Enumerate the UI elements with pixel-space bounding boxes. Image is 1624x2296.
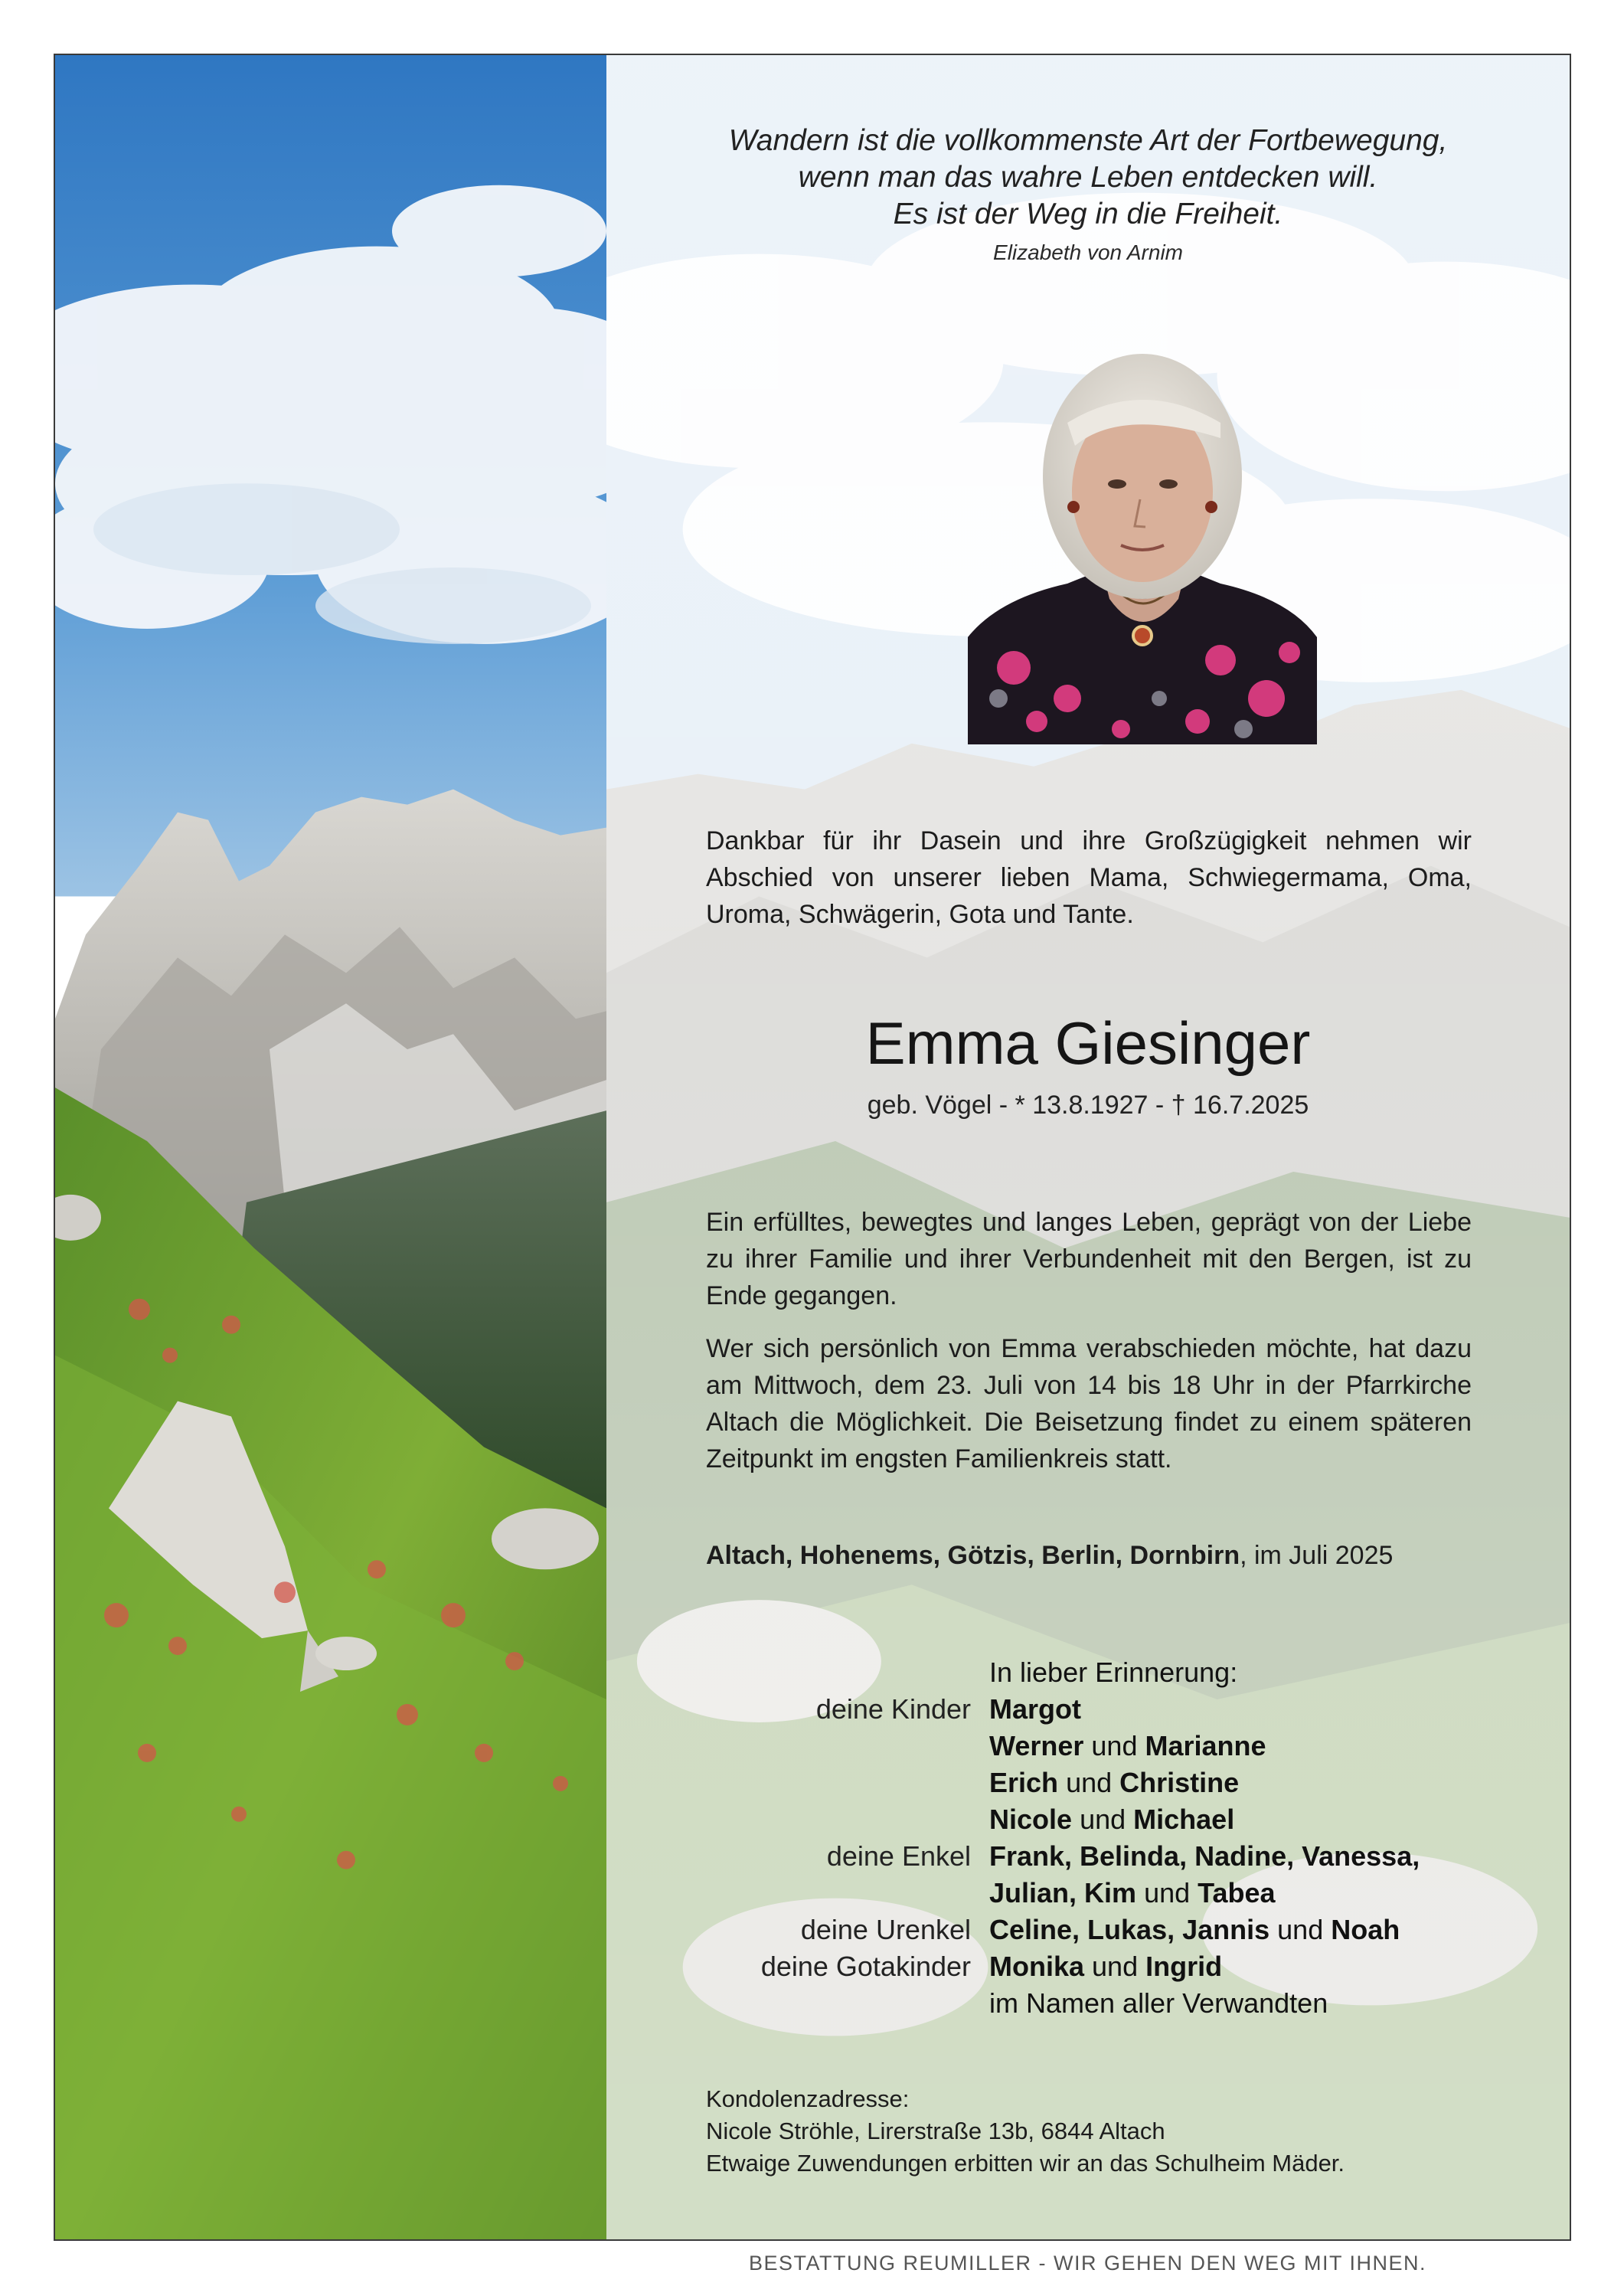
portrait-photo bbox=[968, 339, 1317, 744]
mourner-name: Erich bbox=[989, 1767, 1059, 1798]
mourners-heading-row bbox=[606, 1654, 1570, 1691]
mourner-name: Ingrid bbox=[1145, 1951, 1223, 1982]
deceased-name: Emma Giesinger bbox=[865, 1009, 1311, 1077]
mourner-name: Frank, Belinda, Nadine, Vanessa, bbox=[989, 1840, 1420, 1872]
places-date bbox=[706, 1541, 1393, 1571]
mourners-heading: In lieber Erinnerung: bbox=[989, 1657, 1238, 1688]
mourner-label: deine Kinder bbox=[815, 1693, 971, 1725]
mourners-closing: im Namen aller Verwandten bbox=[989, 1987, 1328, 2019]
quote-line: Wandern ist die vollkommenste Art der Fortbewegung, bbox=[728, 124, 1448, 157]
mountain-photo bbox=[55, 55, 606, 2239]
mourner-row bbox=[606, 1838, 1570, 1875]
und-word: und bbox=[1066, 1767, 1113, 1798]
mourner-name: Monika bbox=[989, 1951, 1085, 1982]
mourner-label: deine Gotakinder bbox=[760, 1951, 971, 1982]
und-word: und bbox=[1092, 1951, 1139, 1982]
mourner-row bbox=[606, 1912, 1570, 1948]
life-text: Ein erfülltes, bewegtes und langes Leben, geprägt von der Liebe zu ihrer Familie und ihrer Verbundenheit mit den Bergen, ist zu Ende gegangen. bbox=[706, 1208, 1472, 1310]
mourner-name: Nicole bbox=[989, 1804, 1073, 1835]
mourner-row bbox=[606, 1801, 1570, 1838]
mourner-row bbox=[606, 1948, 1570, 1985]
funeral-home-slogan: BESTATTUNG REUMILLER - WIR GEHEN DEN WEG MIT IHNEN. bbox=[748, 2252, 1427, 2275]
mourner-name: Werner bbox=[989, 1730, 1084, 1761]
quote-line: Es ist der Weg in die Freiheit. bbox=[893, 198, 1283, 231]
mourner-row bbox=[606, 1985, 1570, 2022]
und-word: und bbox=[1091, 1730, 1138, 1761]
mourner-name: Christine bbox=[1119, 1767, 1240, 1798]
farewell-text: Wer sich persönlich von Emma verabschieden möchte, hat dazu am Mittwoch, dem 23. Juli von 14 bis 18 Uhr in der Pfarrkirche Altach die Möglichkeit. Die Beisetzung findet zu einem späteren Zeitpunkt im engsten Familienkreis statt. bbox=[706, 1334, 1472, 1473]
text-panel bbox=[606, 55, 1570, 2239]
places-towns: Altach, Hohenems, Götzis, Berlin, Dornbirn bbox=[706, 1541, 1240, 1570]
mourner-label: deine Enkel bbox=[826, 1840, 971, 1872]
und-word: und bbox=[1277, 1914, 1324, 1945]
quote-line: wenn man das wahre Leben entdecken will. bbox=[798, 161, 1378, 194]
condolence-block bbox=[706, 2083, 1345, 2180]
places-date-text: , im Juli 2025 bbox=[1240, 1541, 1394, 1570]
quote bbox=[606, 123, 1570, 233]
obituary-card bbox=[54, 54, 1571, 2241]
quote-author: Elizabeth von Arnim bbox=[993, 240, 1183, 264]
condolence-address: Nicole Ströhle, Lirerstraße 13b, 6844 Altach bbox=[706, 2118, 1165, 2144]
mourner-name: Michael bbox=[1133, 1804, 1235, 1835]
mourner-name: Julian, Kim bbox=[989, 1877, 1137, 1908]
condolence-label: Kondolenzadresse: bbox=[706, 2085, 910, 2112]
mourners-list bbox=[606, 1654, 1570, 2022]
und-word: und bbox=[1144, 1877, 1191, 1908]
mourner-row bbox=[606, 1728, 1570, 1765]
footer bbox=[0, 2252, 1624, 2275]
mourner-name: Tabea bbox=[1198, 1877, 1276, 1908]
mourner-label: deine Urenkel bbox=[800, 1914, 971, 1945]
mourner-row bbox=[606, 1875, 1570, 1912]
mourner-name: Marianne bbox=[1145, 1730, 1266, 1761]
mourner-row bbox=[606, 1765, 1570, 1801]
birth-death-dates: geb. Vögel - * 13.8.1927 - † 16.7.2025 bbox=[867, 1091, 1309, 1120]
mourner-name: Celine, Lukas, Jannis bbox=[989, 1914, 1270, 1945]
intro-text: Dankbar für ihr Dasein und ihre Großzügigkeit nehmen wir Abschied von unserer lieben Mama, Schwiegermama, Oma, Uroma, Schwägerin, Gota und Tante. bbox=[706, 826, 1472, 929]
und-word: und bbox=[1080, 1804, 1126, 1835]
mourner-row bbox=[606, 1691, 1570, 1728]
mourner-name: Margot bbox=[989, 1693, 1081, 1725]
mourner-name: Noah bbox=[1331, 1914, 1400, 1945]
donation-note: Etwaige Zuwendungen erbitten wir an das Schulheim Mäder. bbox=[706, 2150, 1345, 2177]
